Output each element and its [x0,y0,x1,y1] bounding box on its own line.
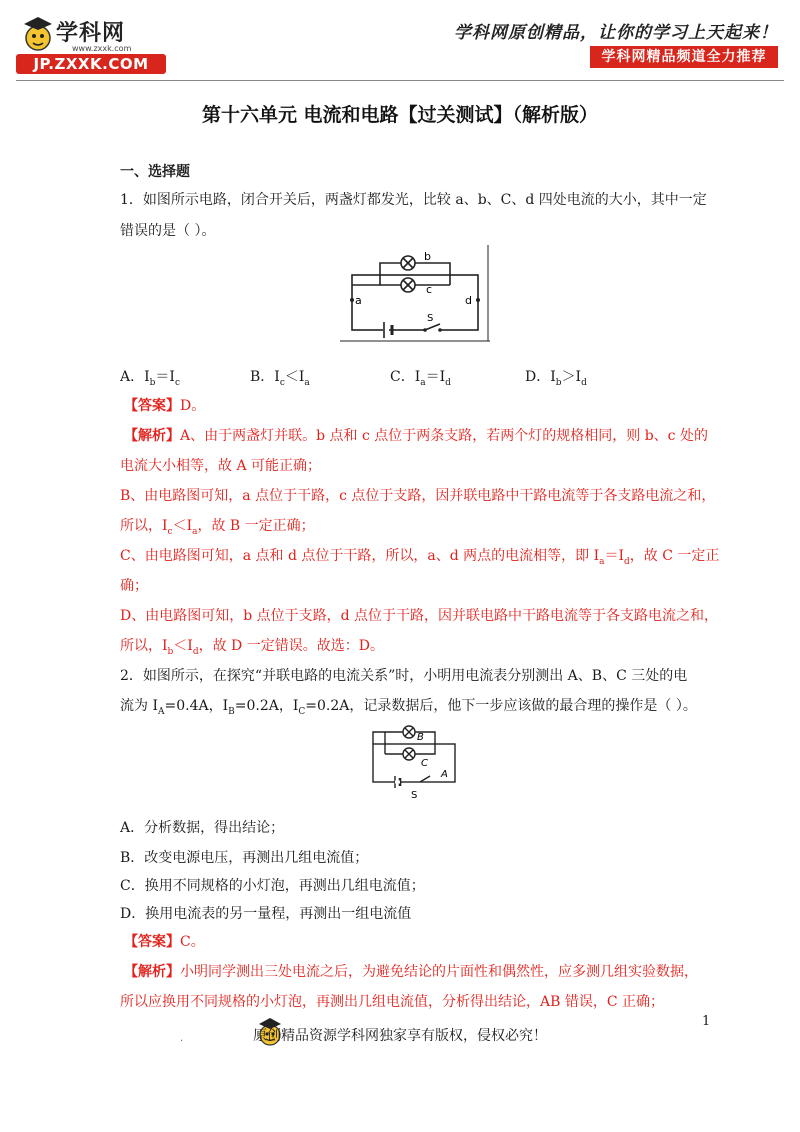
q2-stem-line1: 2．如图所示，在探究“并联电路的电流关系”时，小明用电流表分别测出 A、B、C 三处的电 [120,668,688,684]
q2-option-d: D．换用电流表的另一量程，再测出一组电流值 [120,906,412,922]
q2-label-a: A [441,769,448,780]
q2-circuit-diagram [365,722,465,802]
q2-analysis-line1: 【解析】小明同学测出三处电流之后，为避免结论的片面性和偶然性，应多测几组实验数据， [124,964,698,980]
logo-url-small: www.zxxk.com [72,44,132,53]
logo-url-banner: JP.ZXXK.COM [16,54,166,74]
q1-analysis-line3: B、由电路图可知，a 点位于干路，c 点位于支路，因并联电路中干路电流等于各支路电流之和， [120,488,716,504]
page-number: 1 [702,1014,711,1029]
q1-label-c: c [426,283,433,296]
q2-analysis-line2: 所以应换用不同规格的小灯泡，再测出几组电流值，分析得出结论，AB 错误，C 正确； [120,994,665,1010]
page-title: 第十六单元 电流和电路【过关测试】（解析版） [201,104,599,126]
q1-stem-line2: 错误的是（ ）。 [120,223,216,239]
q1-option-a: A．$I_b=I_c$ [120,369,180,388]
q2-option-b: B．改变电源电压，再测出几组电流值； [120,850,369,866]
q1-circuit-diagram [340,245,490,345]
q1-analysis-line6: 确； [120,578,148,594]
q1-label-d: d [465,294,472,307]
logo-brand: 学科网 [56,21,126,46]
q2-label-s: S [411,790,418,801]
q1-analysis-line1: 【解析】A、由于两盏灯并联。b 点和 c 点位于两条支路，若两个灯的规格相同，则 b、c 处的 [124,428,708,444]
q1-option-b: B．$I_c<I_a$ [250,369,310,388]
q1-stem-line1: 1．如图所示电路，闭合开关后，两盏灯都发光，比较 a、b、C、d 四处电流的大小，其中一定 [120,192,707,208]
footer-copyright: 原创精品资源学科网独家享有版权，侵权必究！ [253,1028,547,1044]
q2-option-a: A．分析数据，得出结论； [120,820,285,836]
q1-analysis-line7: D、由电路图可知，b 点位于支路，d 点位于干路，因并联电路中干路电流等于各支路电流之和， [120,608,719,624]
footer-dot: . [180,1033,184,1044]
q2-option-c: C．换用不同规格的小灯泡，再测出几组电流值； [120,878,425,894]
channel-tag-banner: 学科网精品频道全力推荐 [590,46,778,68]
q2-label-b: B [417,732,424,743]
q2-answer: 【答案】C。 [124,934,205,950]
q1-label-s: S [427,313,434,324]
q1-analysis-line5: C、由电路图可知，a 点和 d 点位于干路，所以，a、d 两点的电流相等，即 $I_a=I_d$，故 C 一定正 [120,548,720,567]
site-logo [16,14,166,76]
q1-option-d: D．$I_b>I_d$ [525,369,587,388]
q1-analysis-line4: 所以，$I_c<I_a$，故 B 一定正确； [120,518,315,537]
q1-analysis-line8: 所以，$I_b<I_d$，故 D 一定错误。故选：D。 [120,638,384,657]
q1-label-a: a [355,294,362,307]
section-heading: 一、选择题 [120,164,190,180]
header-slogan: 学科网原创精品，让你的学习上天起来！ [454,23,778,43]
q2-label-c: C [421,758,428,769]
q2-stem-line2: 流为 $I_A=0.4A$，$I_B=0.2A$，$I_C=0.2A$，记录数据后，他下一步应该做的最合理的操作是（ ）。 [120,698,697,717]
header-divider [16,80,784,81]
mascot-icon [20,14,56,54]
q1-label-b: b [424,250,431,263]
q1-answer: 【答案】D。 [124,398,206,414]
q1-analysis-line2: 电流大小相等，故 A 可能正确； [120,458,322,474]
q1-option-c: C．$I_a=I_d$ [390,369,451,388]
